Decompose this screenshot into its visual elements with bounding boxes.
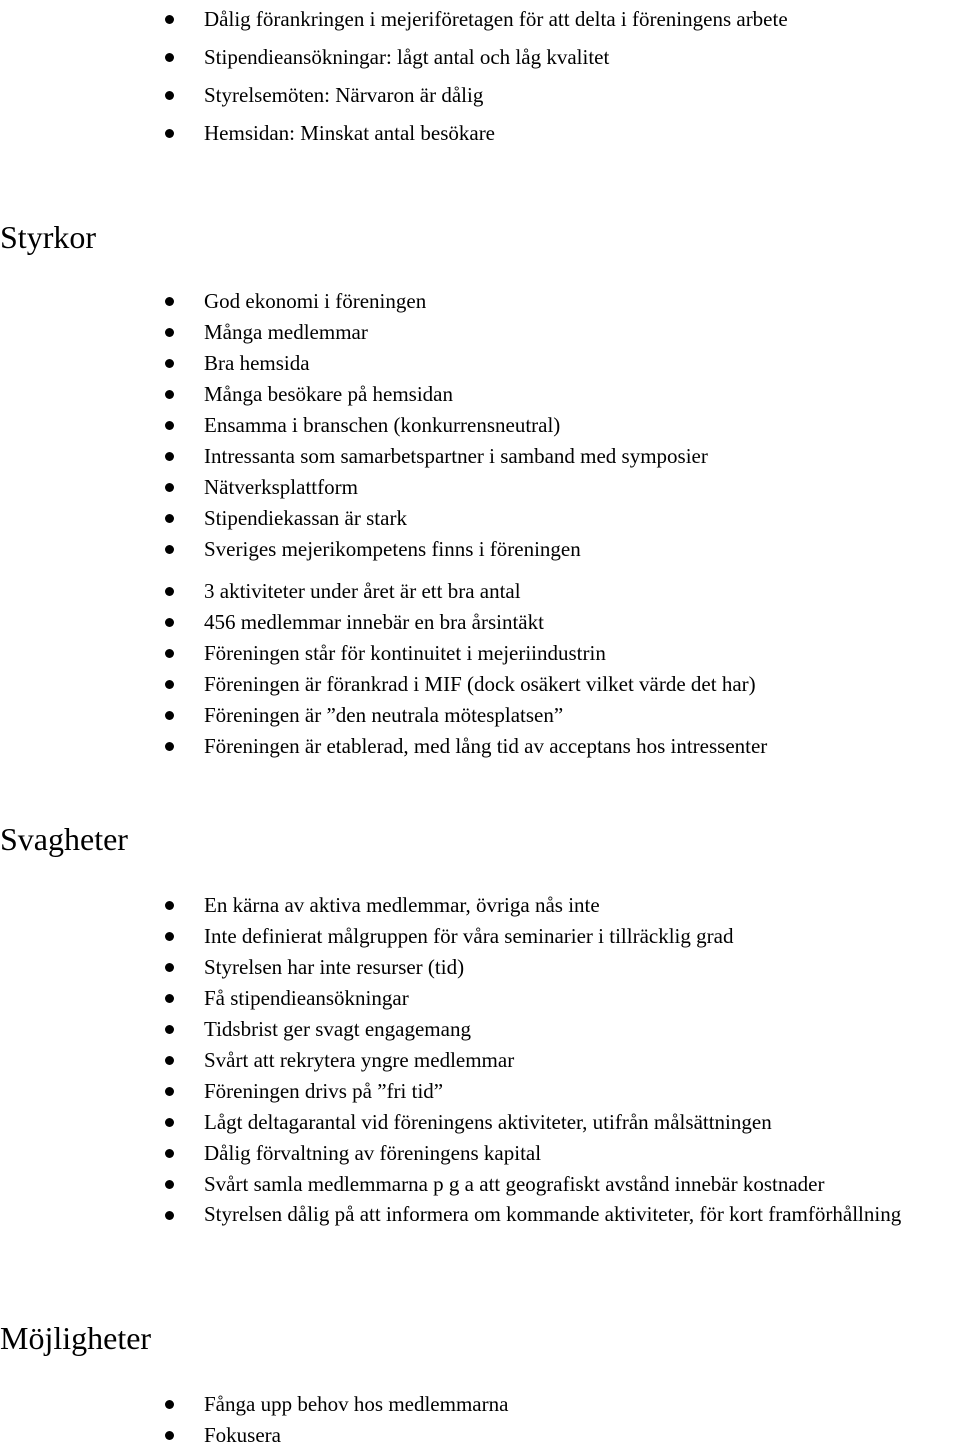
bullet-icon: [165, 711, 174, 720]
list-item: [0, 472, 708, 503]
bullet-icon: [165, 545, 174, 554]
list-item: [0, 38, 788, 76]
bullet-icon: [165, 587, 174, 596]
list-item-text: Fokusera: [204, 1423, 281, 1447]
bullet-icon: [165, 1180, 174, 1189]
list-item: [0, 1389, 508, 1420]
list-item-text: Stipendiekassan är stark: [204, 506, 407, 530]
list-item: [0, 983, 904, 1014]
list-item: [0, 731, 767, 762]
list-item-text: 456 medlemmar innebär en bra årsintäkt: [204, 610, 544, 634]
list-item: [0, 0, 788, 38]
list-item-text: Föreningen är ”den neutrala mötesplatsen”: [204, 703, 564, 727]
bullet-icon: [165, 901, 174, 910]
bullet-icon: [165, 963, 174, 972]
bullet-icon: [165, 1149, 174, 1158]
list-item: [0, 669, 767, 700]
list-item: [0, 1014, 904, 1045]
list-item: [0, 1420, 508, 1451]
bullet-icon: [165, 1400, 174, 1409]
bullet-icon: [165, 1118, 174, 1127]
list-item: [0, 503, 708, 534]
bullet-icon: [165, 53, 174, 62]
list-item: [0, 534, 708, 565]
list-item: [0, 410, 708, 441]
list-item-text: Hemsidan: Minskat antal besökare: [204, 121, 496, 145]
list-item-text: Få stipendieansökningar: [204, 986, 409, 1010]
list-item: [0, 317, 708, 348]
bullet-icon: [165, 129, 174, 138]
list-item-text: Svårt att rekrytera yngre medlemmar: [204, 1048, 515, 1072]
list-item-text: Inte definierat målgruppen för våra seminarier i tillräcklig grad: [204, 924, 734, 948]
list-item-text: Dålig förvaltning av föreningens kapital: [204, 1141, 542, 1165]
list-item: [0, 114, 788, 152]
bullet-icon: [165, 421, 174, 430]
list-item-text: Nätverksplattform: [204, 475, 358, 499]
list-item: [0, 441, 708, 472]
list-item-text: Ensamma i branschen (konkurrensneutral): [204, 413, 561, 437]
list-item-text: Föreningen står för kontinuitet i mejeriindustrin: [204, 641, 606, 665]
bullet-icon: [165, 390, 174, 399]
list-item: [0, 348, 708, 379]
list-item-text: Tidsbrist ger svagt engagemang: [204, 1017, 471, 1041]
list-item-text: Svårt samla medlemmarna p g a att geografiskt avstånd innebär kostnader: [204, 1172, 825, 1196]
list-item: [0, 379, 708, 410]
list-item: [0, 638, 767, 669]
styrkor-list: [0, 286, 708, 565]
bullet-icon: [165, 15, 174, 24]
bullet-icon: [165, 483, 174, 492]
bullet-icon: [165, 994, 174, 1003]
mojligheter-list: [0, 1389, 508, 1451]
list-item-text: God ekonomi i föreningen: [204, 289, 427, 313]
bullet-icon: [165, 514, 174, 523]
bullet-icon: [165, 1431, 174, 1440]
list-item: [0, 1138, 904, 1169]
list-item: [0, 890, 904, 921]
list-item-text: Många medlemmar: [204, 320, 368, 344]
list-item-text: Styrelsen dålig på att informera om kommande aktiviteter, för kort framförhållning: [204, 1202, 902, 1226]
bullet-icon: [165, 618, 174, 627]
list-item-text: Bra hemsida: [204, 351, 310, 375]
list-item-text: En kärna av aktiva medlemmar, övriga nås inte: [204, 893, 600, 917]
section-heading-styrkor: Styrkor: [0, 219, 96, 255]
list-item: [0, 1169, 904, 1200]
list-item: [0, 576, 767, 607]
list-item: [0, 1045, 904, 1076]
list-item-text: 3 aktiviteter under året är ett bra antal: [204, 579, 521, 603]
list-item-text: Dålig förankringen i mejeriföretagen för att delta i föreningens arbete: [204, 7, 788, 31]
list-item: [0, 76, 788, 114]
section-heading-mojligheter: Möjligheter: [0, 1320, 152, 1356]
bullet-icon: [165, 297, 174, 306]
list-item-text: Lågt deltagarantal vid föreningens aktiviteter, utifrån målsättningen: [204, 1110, 772, 1134]
list-item: [0, 952, 904, 983]
bullet-icon: [165, 91, 174, 100]
bullet-icon: [165, 1087, 174, 1096]
list-item-text: Föreningen är förankrad i MIF (dock osäkert vilket värde det har): [204, 672, 756, 696]
bullet-icon: [165, 1211, 174, 1220]
list-item-text: Styrelsen har inte resurser (tid): [204, 955, 465, 979]
list-item-text: Föreningen drivs på ”fri tid”: [204, 1079, 444, 1103]
styrkor-list-continued: [0, 576, 767, 762]
bullet-icon: [165, 452, 174, 461]
list-item-text: Intressanta som samarbetspartner i samband med symposier: [204, 444, 708, 468]
bullet-icon: [165, 359, 174, 368]
list-item: [0, 700, 767, 731]
list-item: [0, 1076, 904, 1107]
bullet-icon: [165, 932, 174, 941]
list-item-text: Föreningen är etablerad, med lång tid av acceptans hos intressenter: [204, 734, 768, 758]
list-item: [0, 607, 767, 638]
list-item-text: Styrelsemöten: Närvaron är dålig: [204, 83, 484, 107]
bullet-icon: [165, 742, 174, 751]
bullet-icon: [165, 649, 174, 658]
bullet-icon: [165, 1056, 174, 1065]
bullet-icon: [165, 680, 174, 689]
list-item-text: Många besökare på hemsidan: [204, 382, 453, 406]
intro-list: [0, 0, 788, 152]
section-heading-svagheter: Svagheter: [0, 821, 128, 857]
bullet-icon: [165, 328, 174, 337]
list-item-text: Stipendieansökningar: lågt antal och låg kvalitet: [204, 45, 610, 69]
list-item-text: Sveriges mejerikompetens finns i föreningen: [204, 537, 581, 561]
list-item: [0, 286, 708, 317]
list-item: [0, 1107, 904, 1138]
list-item-text: Fånga upp behov hos medlemmarna: [204, 1392, 509, 1416]
list-item: [0, 921, 904, 952]
bullet-icon: [165, 1025, 174, 1034]
list-item: [0, 1200, 904, 1229]
svagheter-list: [0, 890, 904, 1229]
